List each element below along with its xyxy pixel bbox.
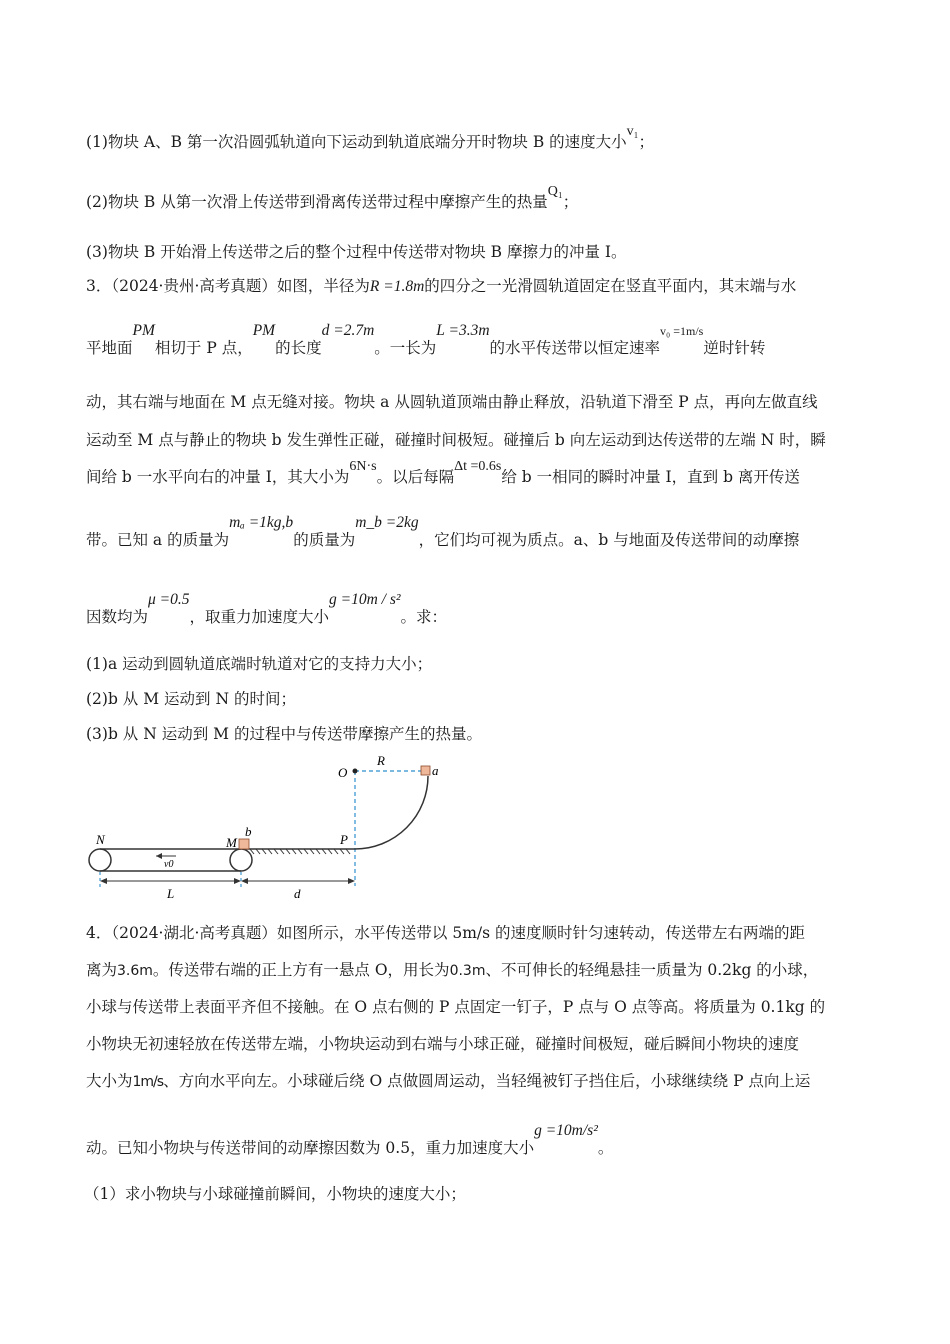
q3-sub1: (1)a 运动到圆轨道底端时轨道对它的支持力大小； [86,655,433,673]
prev-q-part3: (3)物块 B 开始滑上传送带之后的整个过程中传送带对物块 B 摩擦力的冲量 I。 [86,243,627,261]
math-pm-2: PM [252,322,276,339]
math-pm: PM [132,322,155,339]
q3-figure [80,750,460,900]
math-d: d =2.7m [321,322,375,339]
math-g-q4: g =10m/s² [534,1122,598,1139]
dim-l-head-left [100,878,107,884]
math-v1: v₁ [626,124,639,139]
q3-sub3: (3)b 从 N 运动到 M 的过程中与传送带摩擦产生的热量。 [86,725,482,743]
q3-line3: 动，其右端与地面在 M 点无缝对接。物块 a 从圆轨道顶端由静止释放，沿轨道下滑至 P 点，再向左做直线 [86,393,818,411]
dim-d-head-left [241,878,248,884]
q3-line6: 带。已知 a 的质量为mₐ =1kg,b的质量为m_b =2kg，它们均可视为质点。a、b 与地面及传送带间的动摩擦 [86,514,800,549]
q3-line5: 间给 b 一水平向右的冲量 I，其大小为6N·s。以后每隔Δt =0.6s给 b 一相同的瞬时冲量 I，直到 b 离开传送 [86,459,800,486]
math-q1: Q₁ [547,184,563,199]
math-g: g =10m / s² [329,591,401,608]
right-roller [230,849,252,871]
math-3-6m: 3.6m [117,963,153,979]
label-m: M [226,835,237,850]
block-a [421,766,430,775]
math-l: L =3.3m [436,322,490,339]
left-roller [89,849,111,871]
math-v0: v₀ =1m/s [660,324,704,338]
q4-sub1: （1）求小物块与小球碰撞前瞬间，小物块的速度大小； [84,1185,466,1203]
block-b [239,839,249,849]
label-r: R [377,753,385,768]
q3-line2: 平地面PM相切于 P 点，PM的长度d =2.7m。一长为L =3.3m的水平传送带以恒定速率$^{v_0 =1m/s}$逆时针转 [86,322,766,357]
math-1ms: 1m/s [132,1074,164,1090]
label-o: O [338,765,348,780]
math-impulse: 6N·s [349,459,377,474]
label-p: P [340,832,348,847]
point-o [353,769,358,774]
q4-line5: 大小为1m/s、方向水平向左。小球碰后绕 O 点做圆周运动，当轻绳被钉子挡住后，小球继续绕 P 点向上运 [86,1072,811,1090]
label-a: a [432,763,439,778]
math-radius: R =1.8m [369,278,425,295]
math-0-3m: 0.3m [449,963,486,979]
q4-line2: 离为3.6m。传送带右端的正上方有一悬点 O，用长为0.3m、不可伸长的轻绳悬挂一质量为 0.2kg 的小球， [86,961,819,979]
label-v0: v0 [164,859,174,870]
dim-l-head-right [234,878,241,884]
dim-d-head-right [348,878,355,884]
q4-line3: 小球与传送带上表面平齐但不接触。在 O 点右侧的 P 点固定一钉子，P 点与 O 点等高。将质量为 0.1kg 的 [86,998,826,1016]
label-n: N [96,832,105,847]
math-mu: μ =0.5 [148,591,190,608]
prev-q-part2: (2)物块 B 从第一次滑上传送带到滑离传送带过程中摩擦产生的热量Q₁； [86,184,579,211]
q3-line1: 3．（2024·贵州·高考真题）如图，半径为R =1.8m的四分之一光滑圆轨道固定在竖直平面内，其末端与水 [86,277,797,295]
q3-line4: 运动至 M 点与静止的物块 b 发生弹性正碰，碰撞时间极短。碰撞后 b 向左运动到达传送带的左端 N 时，瞬 [86,431,826,449]
label-l: L [167,886,175,900]
q4-line4: 小物块无初速轻放在传送带左端，小物块运动到右端与小球正碰，碰撞时间极短，碰后瞬间小物块的速度 [86,1035,800,1053]
math-ma: mₐ =1kg,b [229,514,294,531]
circular-track [355,776,428,849]
q4-line6: 动。已知小物块与传送带间的动摩擦因数为 0.5，重力加速度大小g =10m/s²。 [86,1122,614,1157]
velocity-arrowhead [156,853,162,859]
q4-line1: 4．（2024·湖北·高考真题）如图所示，水平传送带以 5m/s 的速度顺时针匀速转动，传送带左右两端的距 [86,924,806,942]
label-b: b [245,824,252,839]
math-mb: m_b =2kg [355,514,419,531]
math-dt: Δt =0.6s [454,459,502,474]
q3-sub2: (2)b 从 M 运动到 N 的时间； [86,690,296,708]
q3-line7: 因数均为μ =0.5，取重力加速度大小g =10m / s²。求： [86,591,448,626]
prev-q-part1: (1)物块 A、B 第一次沿圆弧轨道向下运动到轨道底端分开时物块 B 的速度大小v₁； [86,124,655,151]
label-d: d [294,886,301,900]
